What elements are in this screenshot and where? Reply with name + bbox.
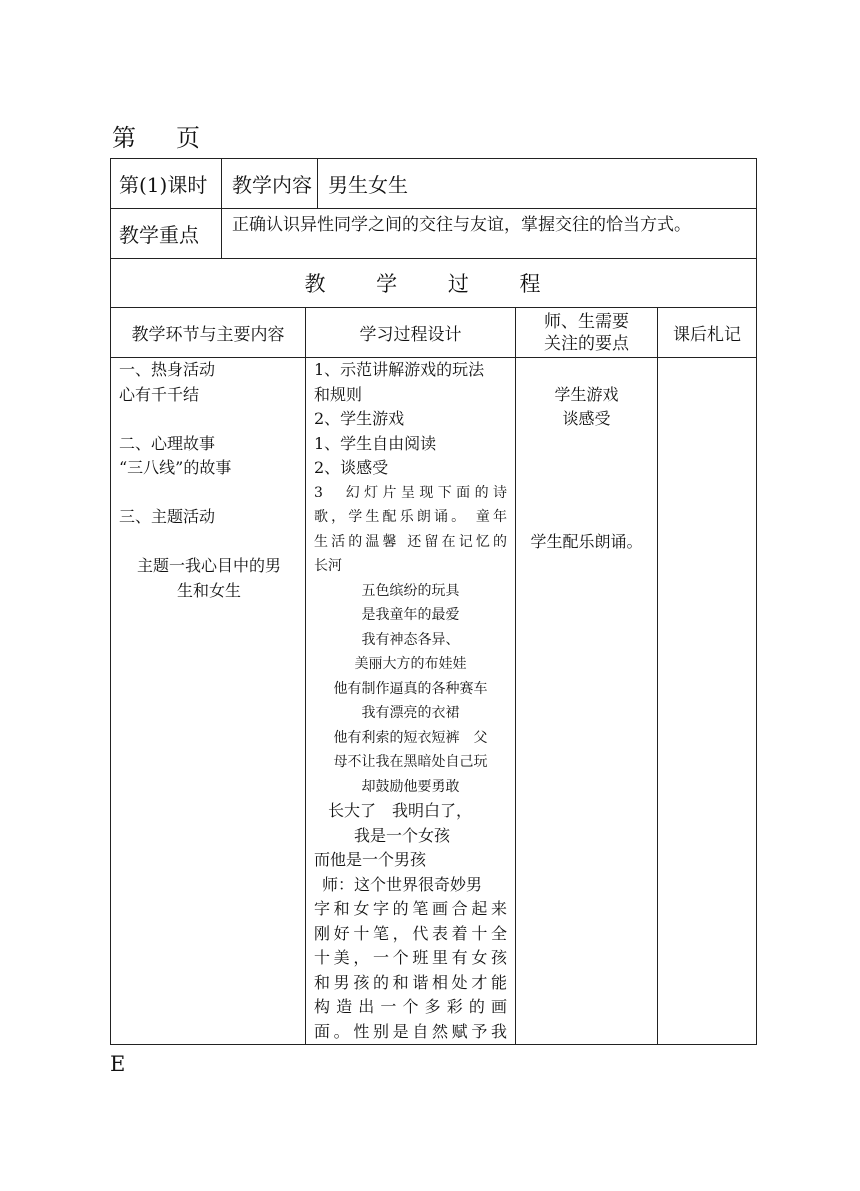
steps-cell bbox=[111, 358, 306, 1045]
col-header-notes bbox=[658, 308, 757, 358]
lesson-hour-cell bbox=[111, 159, 222, 209]
col-header-focus-line1: 师、生需要 bbox=[544, 311, 629, 332]
process-title-cell bbox=[111, 259, 757, 308]
steps-line: 一、热身活动 bbox=[119, 360, 216, 379]
teacher-line: 字和女字的笔画合起来 bbox=[314, 899, 507, 918]
focus-value-cell bbox=[222, 209, 757, 259]
design-line: 生活的温馨 还留在记忆的 bbox=[314, 533, 507, 550]
col-header-steps bbox=[111, 308, 306, 358]
row-focus bbox=[111, 209, 757, 259]
row-column-headers bbox=[111, 308, 757, 358]
poem-line: 长大了 我明白了， bbox=[328, 801, 473, 820]
design-line: 1、示范讲解游戏的玩法 bbox=[314, 360, 485, 379]
col-header-design bbox=[306, 308, 516, 358]
poem-line: 我是一个女孩 bbox=[354, 825, 451, 845]
poem-line: 他有制作逼真的各种赛车 bbox=[333, 680, 488, 697]
poem-line: 五色缤纷的玩具 bbox=[361, 582, 460, 599]
poem-line: 而他是一个男孩 bbox=[314, 850, 427, 869]
page-header-prefix: 第 bbox=[112, 124, 136, 152]
row-lesson-info bbox=[111, 159, 757, 209]
steps-line: 二、心理故事 bbox=[119, 433, 216, 453]
row-process-title bbox=[111, 259, 757, 308]
poem-line: 母不让我在黑暗处自己玩 bbox=[333, 754, 488, 770]
design-line: 和规则 bbox=[314, 384, 363, 404]
col-header-design-label: 学习过程设计 bbox=[359, 325, 462, 345]
steps-line: 主题一我心目中的男 bbox=[136, 556, 281, 575]
steps-line: 生和女生 bbox=[176, 580, 241, 600]
teacher-line: 师：这个世界很奇妙男 bbox=[322, 874, 483, 894]
design-line: 歌，学生配乐朗诵。 童年 bbox=[314, 509, 507, 525]
poem-line: 他有利索的短衣短裤 父 bbox=[333, 729, 488, 746]
poem-line: 我有神态各异、 bbox=[361, 631, 460, 648]
page-header bbox=[112, 118, 200, 153]
lesson-hour: 第(1)课时 bbox=[119, 173, 208, 197]
teacher-line: 面。性别是自然赋予我 bbox=[314, 1021, 507, 1041]
design-line: 2、谈感受 bbox=[314, 458, 389, 477]
focus-value: 正确认识异性同学之间的交往与友谊，掌握交往的恰当方式。 bbox=[232, 215, 691, 235]
design-line: 2、学生游戏 bbox=[314, 409, 405, 428]
content-value: 男生女生 bbox=[328, 173, 408, 197]
content-value-cell bbox=[318, 159, 757, 209]
focus-point: 学生游戏 bbox=[554, 384, 619, 404]
poem-line: 却鼓励他要勇敢 bbox=[361, 778, 460, 795]
poem-line: 美丽大方的布娃娃 bbox=[354, 656, 467, 672]
focus-label: 教学重点 bbox=[119, 223, 199, 247]
design-line: 1、学生自由阅读 bbox=[314, 433, 437, 453]
col-header-steps-label: 教学环节与主要内容 bbox=[131, 325, 285, 345]
teacher-line: 构造出一个多彩的画 bbox=[314, 997, 507, 1016]
process-title: 教 学 过 程 bbox=[304, 272, 563, 296]
notes-cell bbox=[658, 358, 757, 1045]
row-body bbox=[111, 358, 757, 1045]
focus-label-cell bbox=[111, 209, 222, 259]
teacher-line: 刚好十笔，代表着十全 bbox=[314, 923, 507, 943]
focus-point: 谈感受 bbox=[562, 409, 611, 428]
design-cell bbox=[306, 358, 516, 1045]
design-line: 3 幻灯片呈现下面的诗 bbox=[314, 484, 507, 501]
poem-line: 是我童年的最爱 bbox=[361, 607, 460, 623]
design-line: 长河 bbox=[314, 558, 342, 574]
footer-mark: E bbox=[110, 1052, 126, 1076]
teacher-line: 十美，一个班里有女孩 bbox=[314, 948, 507, 967]
poem-line: 我有漂亮的衣裙 bbox=[361, 705, 460, 721]
content-label-cell bbox=[222, 159, 318, 209]
steps-line: 心有千千结 bbox=[119, 384, 200, 404]
focus-point: 学生配乐朗诵。 bbox=[530, 531, 643, 551]
col-header-focus bbox=[516, 308, 658, 358]
content-label: 教学内容 bbox=[232, 173, 312, 197]
steps-line: 三、主题活动 bbox=[119, 507, 216, 526]
page-header-suffix: 页 bbox=[176, 124, 200, 152]
focus-points-cell bbox=[516, 358, 658, 1045]
lesson-plan-table bbox=[110, 158, 757, 1045]
teacher-line: 和男孩的和谐相处才能 bbox=[314, 972, 507, 992]
steps-line: “三八线”的故事 bbox=[119, 458, 232, 477]
col-header-focus-line2: 关注的要点 bbox=[544, 333, 629, 354]
col-header-notes-label: 课后札记 bbox=[673, 325, 741, 345]
